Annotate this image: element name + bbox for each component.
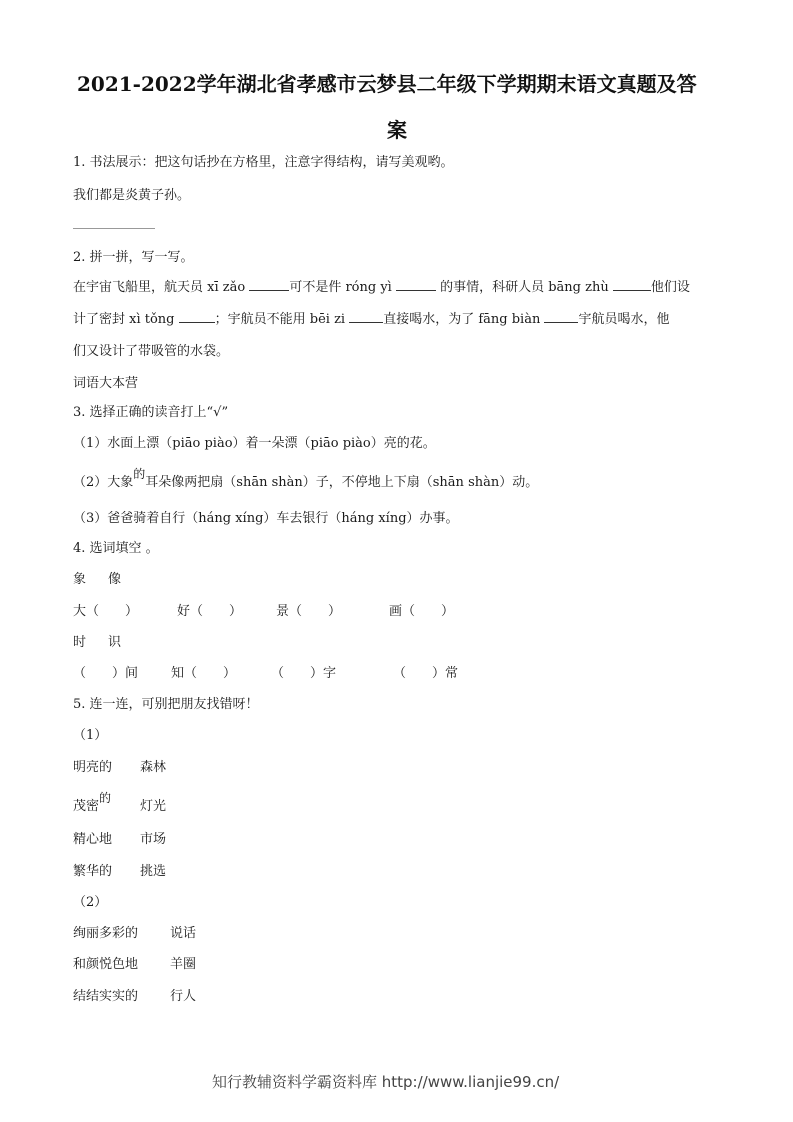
part-label: （2） [73, 895, 108, 910]
q2-text: 他们设 [650, 280, 690, 295]
fill-blank[interactable] [179, 310, 215, 323]
q3-item2-text: 耳朵像两把扇（shān shàn）子，不停地上下扇（shān shàn）动。 [145, 475, 539, 490]
fill-blank-item[interactable]: 景（ ） [276, 604, 342, 619]
match-left-item[interactable]: 精心地 [73, 832, 113, 847]
fill-blank-item[interactable]: 好（ ） [177, 604, 243, 619]
fill-blank[interactable] [613, 278, 651, 291]
q2-text: 宇航员喝水，他 [578, 312, 670, 327]
match-left-item[interactable]: 结结实实的 [73, 989, 139, 1004]
question-4-prompt: 4. 选词填空 。 [73, 541, 159, 556]
page-title: 2021-2022学年湖北省孝感市云梦县二年级下学期期末语文真题及答 [77, 72, 697, 96]
question-3-item-2 [73, 467, 539, 490]
fill-blank[interactable] [396, 278, 436, 291]
match-left-item[interactable]: 繁华的 [73, 864, 113, 879]
answer-line [73, 228, 155, 229]
question-3-item-1: （1）水面上漂（piāo piào）着一朵漂（piāo piào）亮的花。 [73, 436, 436, 451]
question-3-item-3: （3）爸爸骑着自行（háng xíng）车去银行（háng xíng）办事。 [73, 511, 459, 526]
question-2-prompt: 2. 拼一拼，写一写。 [73, 250, 194, 265]
match-left-item[interactable] [73, 791, 112, 814]
fill-blank[interactable] [349, 310, 383, 323]
fill-blank[interactable] [544, 310, 578, 323]
question-2-line-2 [73, 308, 670, 327]
fill-blank-item[interactable]: 大（ ） [73, 604, 139, 619]
match-right-item[interactable]: 挑选 [140, 864, 167, 879]
match-left-item[interactable]: 明亮的 [73, 760, 113, 775]
q2-text: ；宇航员不能用 bēi zi [214, 312, 350, 327]
match-right-item[interactable]: 森林 [140, 760, 167, 775]
match-right-item[interactable]: 灯光 [140, 799, 167, 814]
section-heading: 词语大本营 [73, 376, 139, 391]
q2-text: 在宇宙飞船里，航天员 xī zǎo [73, 280, 250, 295]
footer-watermark: 知行教辅资料学霸资料库 http://www.lianjie99.cn/ [212, 1073, 560, 1091]
fill-blank-item[interactable]: （ ）常 [393, 666, 459, 681]
q3-item2-superscript: 的 [133, 467, 146, 481]
match-left-item[interactable]: 和颜悦色地 [73, 957, 139, 972]
match-right-item[interactable]: 市场 [140, 832, 167, 847]
question-3-prompt: 3. 选择正确的读音打上“√” [73, 405, 229, 420]
question-1-prompt: 1. 书法展示：把这句话抄在方格里，注意字得结构，请写美观哟。 [73, 155, 454, 170]
q2-text: 的事情，科研人员 bāng zhù [435, 280, 613, 295]
fill-blank-item[interactable]: （ ）间 [73, 666, 139, 681]
fill-blank-item[interactable]: 知（ ） [171, 666, 237, 681]
question-5-prompt: 5. 连一连，可别把朋友找错呀！ [73, 697, 259, 712]
word-choice-char: 象 [73, 572, 87, 587]
match-right-item[interactable]: 说话 [170, 926, 197, 941]
question-1-sentence: 我们都是炎黄子孙。 [73, 188, 191, 203]
match-right-item[interactable]: 行人 [170, 989, 197, 1004]
match-left-text: 茂密 [73, 799, 100, 814]
word-choice-char: 识 [108, 635, 122, 650]
fill-blank-item[interactable]: 画（ ） [389, 604, 455, 619]
q2-text: 可不是件 róng yì [289, 280, 396, 295]
page-title-continued: 案 [387, 118, 407, 142]
word-choice-char: 像 [108, 572, 122, 587]
q3-item2-text: （2）大象 [73, 475, 134, 490]
match-right-item[interactable]: 羊圈 [170, 957, 197, 972]
fill-blank-item[interactable]: （ ）字 [271, 666, 337, 681]
q2-text: 计了密封 xì tǒng [73, 312, 179, 327]
fill-blank[interactable] [249, 278, 289, 291]
match-left-superscript: 的 [99, 791, 112, 805]
question-2-line-3: 们又设计了带吸管的水袋。 [73, 344, 230, 359]
part-label: （1） [73, 728, 108, 743]
q2-text: 直接喝水，为了 fāng biàn [383, 312, 545, 327]
match-left-item[interactable]: 绚丽多彩的 [73, 926, 139, 941]
word-choice-char: 时 [73, 635, 87, 650]
question-2-line-1 [73, 276, 690, 295]
